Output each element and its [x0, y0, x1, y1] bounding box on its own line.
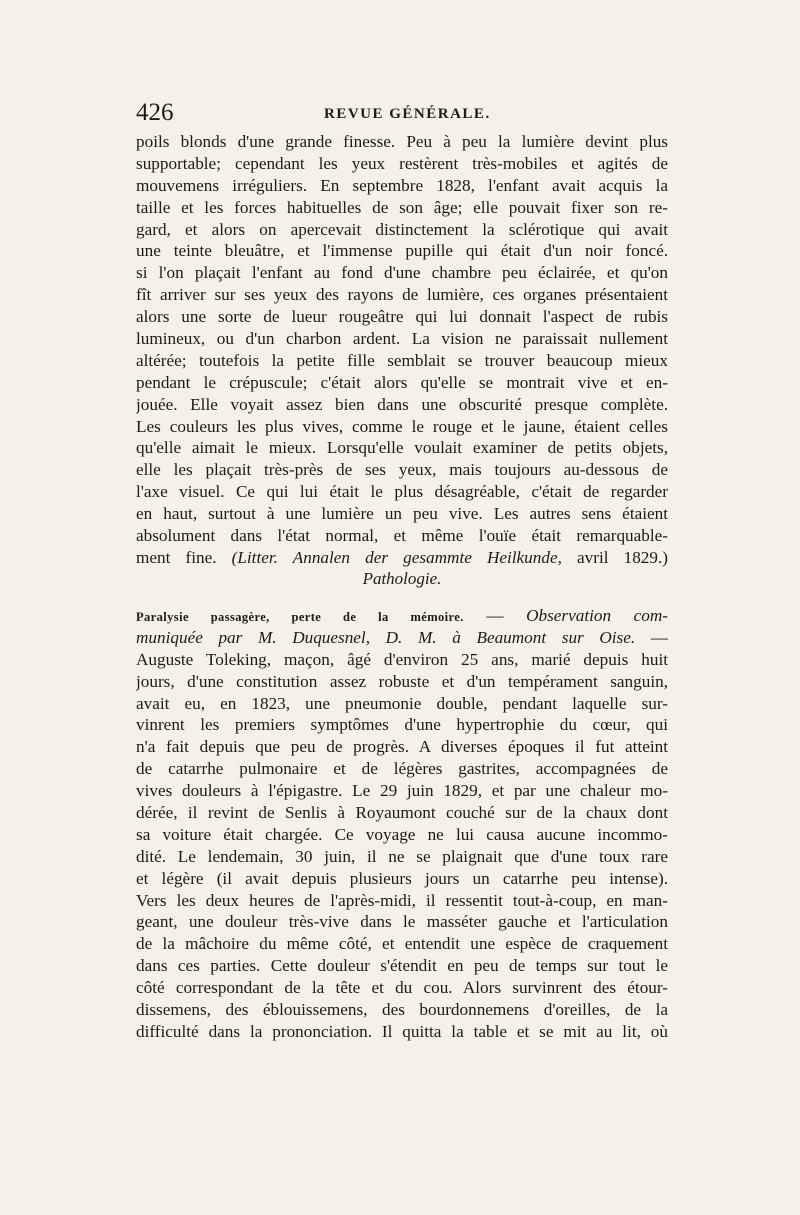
paragraph-albinism: [136, 131, 668, 569]
text-line: jouée. Elle voyait assez bien dans une obscurité presque complète.: [136, 394, 668, 414]
text-line: pendant le crépuscule; c'était alors qu'elle se montrait vive et en-: [136, 372, 668, 392]
text-line: lumineux, ou d'un charbon ardent. La vision ne paraissait nullement: [136, 329, 668, 349]
citation-line: [136, 547, 668, 569]
text-line: gard, et alors on apercevait distinctement la sclérotique qui avait: [136, 219, 668, 239]
text-line: si l'on plaçait l'enfant au fond d'une chambre peu éclairée, et qu'on: [136, 263, 668, 283]
text-line: une teinte bleuâtre, et l'immense pupille qui était d'un noir foncé.: [136, 241, 668, 261]
page-header: [136, 98, 669, 128]
text-line: l'axe visuel. Ce qui lui était le plus désagréable, c'était de regarder: [136, 482, 668, 502]
text-line: mouvemens irréguliers. En septembre 1828, l'enfant avait acquis la: [136, 175, 668, 195]
text-line: Les couleurs les plus vives, comme le rouge et le jaune, étaient celles: [136, 416, 668, 436]
attribution-continued: muniquée par M. Duquesnel, D. M. à Beaumont sur Oise.: [136, 627, 636, 647]
text-line: Auguste Toleking, maçon, âgé d'environ 25 ans, marié depuis huit: [136, 649, 668, 669]
text-line: altérée; toutefois la petite fille semblait se trouver beaucoup mieux: [136, 350, 668, 370]
text-line: dissemens, des éblouissemens, des bourdonnemens d'oreilles, de la: [136, 1000, 668, 1020]
section-title: Pathologie.: [362, 569, 442, 588]
text-line: supportable; cependant les yeux restèrent très-mobiles et agités de: [136, 153, 668, 173]
text-line: vives douleurs à l'épigastre. Le 29 juin 1829, et par une chaleur mo-: [136, 781, 668, 801]
text-line: côté correspondant de la tête et du cou. Alors survinrent des étour-: [136, 978, 668, 998]
text-line: elle les plaçait très-près de ses yeux, mais toujours au-dessous de: [136, 460, 668, 480]
text-line: dérée, il revint de Senlis à Royaumont couché sur de la chaux dont: [136, 803, 668, 823]
text-line: Vers les deux heures de l'après-midi, il ressentit tout-à-coup, en man-: [136, 890, 668, 910]
text-line: absolument dans l'état normal, et même l'ouïe était remarquable-: [136, 526, 668, 546]
attribution-line: [136, 627, 668, 649]
text-line: de catarrhe pulmonaire et de légères gastrites, accompagnées de: [136, 759, 668, 779]
text-line: dité. Le lendemain, 30 juin, il ne se plaignait que d'une toux rare: [136, 846, 668, 866]
article-paralysis: [136, 605, 668, 1043]
text-line: sa voiture était chargée. Ce voyage ne lui causa aucune incommo-: [136, 824, 668, 844]
article-heading-line: [136, 605, 668, 627]
page-number: 426: [136, 99, 174, 126]
citation-date: avril 1829.): [577, 547, 668, 567]
journal-citation: (Litter. Annalen der gesammte Heilkunde,: [231, 547, 562, 567]
text-line: en haut, surtout à une lumière un peu vive. Les autres sens étaient: [136, 504, 668, 524]
running-head: REVUE GÉNÉRALE.: [324, 106, 491, 122]
text-line: dans ces parties. Cette douleur s'étendit en peu de temps sur tout le: [136, 956, 668, 976]
text-line: alors une sorte de lueur rougeâtre qui lui donnait l'aspect de rubis: [136, 307, 668, 327]
text-line: vinrent les premiers symptômes d'une hypertrophie du cœur, qui: [136, 715, 668, 735]
attribution: Observation com-: [526, 606, 668, 625]
text-line: de la mâchoire du même côté, et entendit une espèce de craquement: [136, 934, 668, 954]
text-line: avait eu, en 1823, une pneumonie double, pendant laquelle sur-: [136, 693, 668, 713]
text-line: qu'elle aimait le mieux. Lorsqu'elle voulait examiner de petits objets,: [136, 438, 668, 458]
text-line: jours, d'une constitution assez robuste et d'un tempérament sanguin,: [136, 671, 668, 691]
text-line: n'a fait depuis que peu de progrès. A diverses époques il fut atteint: [136, 737, 668, 757]
text-line: et légère (il avait depuis plusieurs jours un catarrhe peu intense).: [136, 868, 668, 888]
dash: —: [650, 627, 668, 647]
line-start: ment fine.: [136, 547, 217, 567]
text-line: difficulté dans la prononciation. Il quitta la table et se mit au lit, où: [136, 1021, 668, 1041]
article-heading: Paralysie passagère, perte de la mémoire.: [136, 610, 464, 624]
text-line: poils blonds d'une grande finesse. Peu à peu la lumière devint plus: [136, 132, 668, 151]
dash: —: [486, 606, 504, 625]
text-line: geant, une douleur très-vive dans le masséter gauche et l'articulation: [136, 912, 668, 932]
text-line: taille et les forces habituelles de son âge; elle pouvait fixer son re-: [136, 197, 668, 217]
text-line: fît arriver sur ses yeux des rayons de lumière, ces organes présentaient: [136, 285, 668, 305]
